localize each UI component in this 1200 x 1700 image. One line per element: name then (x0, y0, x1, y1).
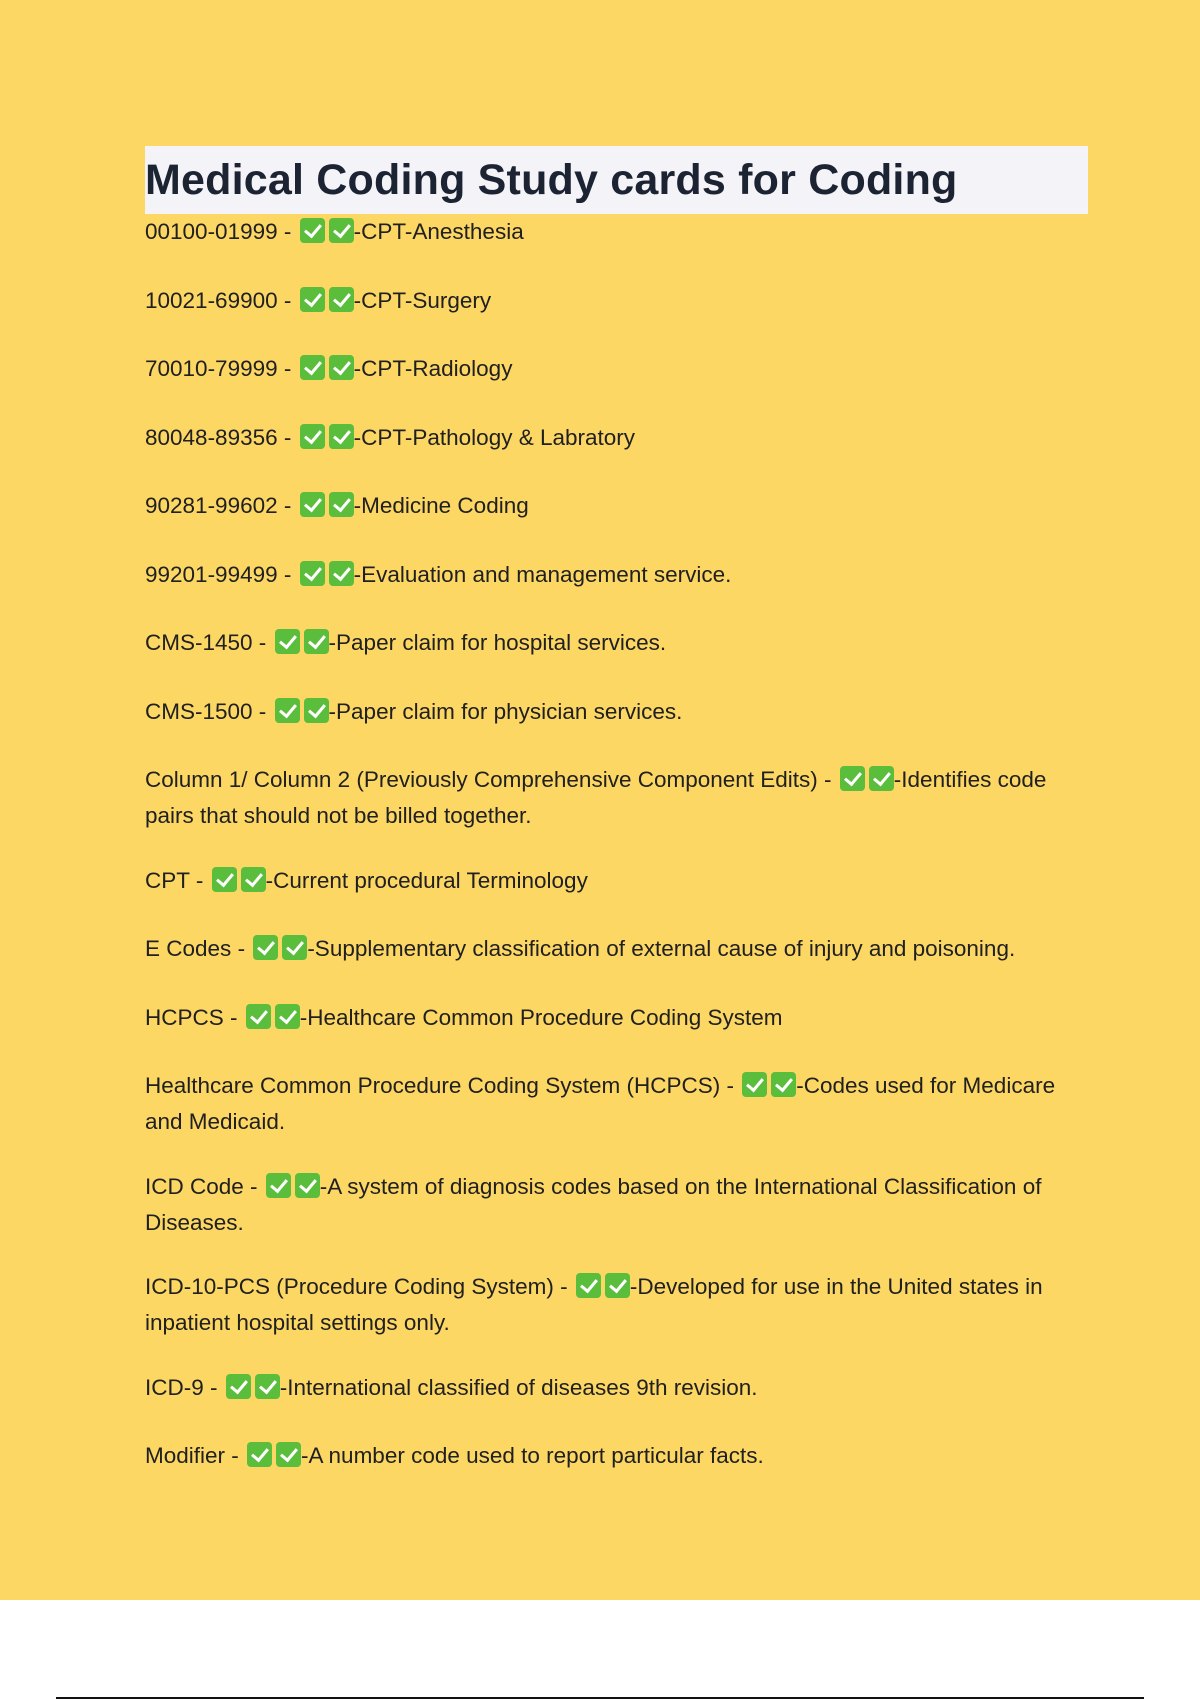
card-separator: - (277, 424, 298, 450)
check-mark-button-icon (300, 424, 325, 449)
card-term: 10021-69900 (145, 287, 278, 313)
card-definition: -Evaluation and management service. (353, 561, 732, 587)
card-separator: - (277, 493, 298, 518)
check-mark-button-icon (304, 629, 329, 654)
study-card-list (145, 216, 1088, 1476)
card-term: 90281-99602 (145, 493, 278, 518)
answer-checkmarks (275, 629, 329, 663)
study-card (145, 353, 1088, 389)
check-mark-button-icon (329, 561, 354, 586)
card-definition: -Healthcare Common Procedure Coding System (299, 1004, 783, 1030)
study-card (145, 490, 1088, 526)
study-card (145, 1440, 1088, 1476)
check-mark-button-icon (840, 766, 865, 791)
card-term: 70010-79999 (145, 356, 278, 381)
study-card (145, 1171, 1088, 1239)
check-mark-button-icon (605, 1273, 630, 1298)
card-term: Healthcare Common Procedure Coding System (HCPCS) (145, 1073, 721, 1098)
card-term: 80048-89356 (145, 424, 278, 450)
answer-checkmarks (253, 935, 307, 969)
check-mark-button-icon (275, 1004, 300, 1029)
card-definition: -Identifies code pairs that should not be billed together. (145, 767, 1047, 828)
card-definition: -CPT-Radiology (353, 356, 513, 381)
study-card (145, 627, 1088, 663)
card-definition: -Current procedural Terminology (265, 867, 588, 893)
card-term: CMS-1450 (145, 630, 253, 655)
study-card (145, 559, 1088, 595)
card-definition: -CPT-Surgery (353, 287, 492, 313)
study-card (145, 216, 1088, 252)
card-term: Modifier (145, 1443, 226, 1468)
card-separator: - (189, 867, 210, 893)
check-mark-button-icon (329, 355, 354, 380)
study-card (145, 1070, 1088, 1138)
check-mark-button-icon (275, 629, 300, 654)
study-card (145, 285, 1088, 321)
card-term: ICD Code (145, 1173, 244, 1199)
answer-checkmarks (576, 1273, 630, 1307)
card-separator: - (720, 1073, 741, 1098)
card-definition: -Paper claim for hospital services. (328, 630, 667, 655)
card-separator: - (203, 1374, 224, 1400)
card-term: CMS-1500 (145, 698, 253, 724)
check-mark-button-icon (266, 1173, 291, 1198)
card-term: Column 1/ Column 2 (Previously Comprehensive Component Edits) (145, 767, 818, 792)
card-definition: -Codes used for Medicare and Medicaid. (145, 1073, 1056, 1134)
card-definition: -CPT-Anesthesia (353, 219, 524, 244)
card-term: 99201-99499 (145, 561, 278, 587)
check-mark-button-icon (304, 698, 329, 723)
study-card (145, 422, 1088, 458)
document-body (145, 146, 1088, 1509)
check-mark-button-icon (329, 492, 354, 517)
card-separator: - (277, 219, 298, 244)
card-definition: -CPT-Pathology & Labratory (353, 424, 636, 450)
check-mark-button-icon (329, 218, 354, 243)
check-mark-button-icon (276, 1442, 301, 1467)
card-separator: - (277, 287, 298, 313)
study-card (145, 1002, 1088, 1038)
card-separator: - (225, 1443, 246, 1468)
check-mark-button-icon (300, 492, 325, 517)
card-term: HCPCS (145, 1004, 224, 1030)
card-separator: - (277, 561, 298, 587)
answer-checkmarks (246, 1004, 300, 1038)
card-definition: -Paper claim for physician services. (328, 698, 683, 724)
answer-checkmarks (300, 492, 354, 526)
answer-checkmarks (275, 698, 329, 732)
check-mark-button-icon (241, 867, 266, 892)
card-term: ICD-10-PCS (Procedure Coding System) (145, 1274, 554, 1299)
study-card (145, 933, 1088, 969)
title-bar (145, 146, 1088, 214)
study-card (145, 1271, 1088, 1339)
card-definition: -Medicine Coding (353, 493, 529, 518)
card-separator: - (252, 698, 273, 724)
check-mark-button-icon (253, 935, 278, 960)
study-card (145, 865, 1088, 901)
card-definition: -International classified of diseases 9th revision. (279, 1374, 758, 1400)
check-mark-button-icon (771, 1072, 796, 1097)
check-mark-button-icon (212, 867, 237, 892)
answer-checkmarks (300, 287, 354, 321)
check-mark-button-icon (329, 287, 354, 312)
card-separator: - (243, 1173, 264, 1199)
study-card (145, 696, 1088, 732)
check-mark-button-icon (247, 1442, 272, 1467)
answer-checkmarks (840, 766, 894, 800)
study-card (145, 1372, 1088, 1408)
answer-checkmarks (300, 424, 354, 458)
answer-checkmarks (226, 1374, 280, 1408)
check-mark-button-icon (255, 1374, 280, 1399)
check-mark-button-icon (869, 766, 894, 791)
card-term: CPT (145, 867, 190, 893)
check-mark-button-icon (742, 1072, 767, 1097)
answer-checkmarks (212, 867, 266, 901)
card-term: ICD-9 (145, 1374, 204, 1400)
check-mark-button-icon (295, 1173, 320, 1198)
card-separator: - (252, 630, 273, 655)
card-term: 00100-01999 (145, 219, 278, 244)
card-separator: - (553, 1274, 574, 1299)
study-card (145, 764, 1088, 832)
check-mark-button-icon (246, 1004, 271, 1029)
check-mark-button-icon (300, 355, 325, 380)
footer-divider (56, 1697, 1144, 1699)
check-mark-button-icon (300, 287, 325, 312)
card-definition: -Developed for use in the United states in inpatient hospital settings only. (145, 1274, 1043, 1335)
check-mark-button-icon (282, 935, 307, 960)
card-separator: - (817, 767, 838, 792)
answer-checkmarks (300, 355, 354, 389)
answer-checkmarks (266, 1173, 320, 1207)
answer-checkmarks (742, 1072, 796, 1106)
answer-checkmarks (300, 218, 354, 252)
card-term: E Codes (145, 936, 232, 961)
check-mark-button-icon (576, 1273, 601, 1298)
card-definition: -Supplementary classification of external cause of injury and poisoning. (307, 936, 1016, 961)
check-mark-button-icon (300, 561, 325, 586)
check-mark-button-icon (275, 698, 300, 723)
answer-checkmarks (300, 561, 354, 595)
page-title: Medical Coding Study cards for Coding (145, 155, 958, 204)
check-mark-button-icon (300, 218, 325, 243)
card-definition: -A number code used to report particular facts. (301, 1443, 764, 1468)
card-separator: - (277, 356, 298, 381)
card-separator: - (231, 936, 252, 961)
check-mark-button-icon (226, 1374, 251, 1399)
card-separator: - (223, 1004, 244, 1030)
card-definition: -A system of diagnosis codes based on the International Classification of Diseases. (145, 1173, 1042, 1235)
check-mark-button-icon (329, 424, 354, 449)
answer-checkmarks (247, 1442, 301, 1476)
